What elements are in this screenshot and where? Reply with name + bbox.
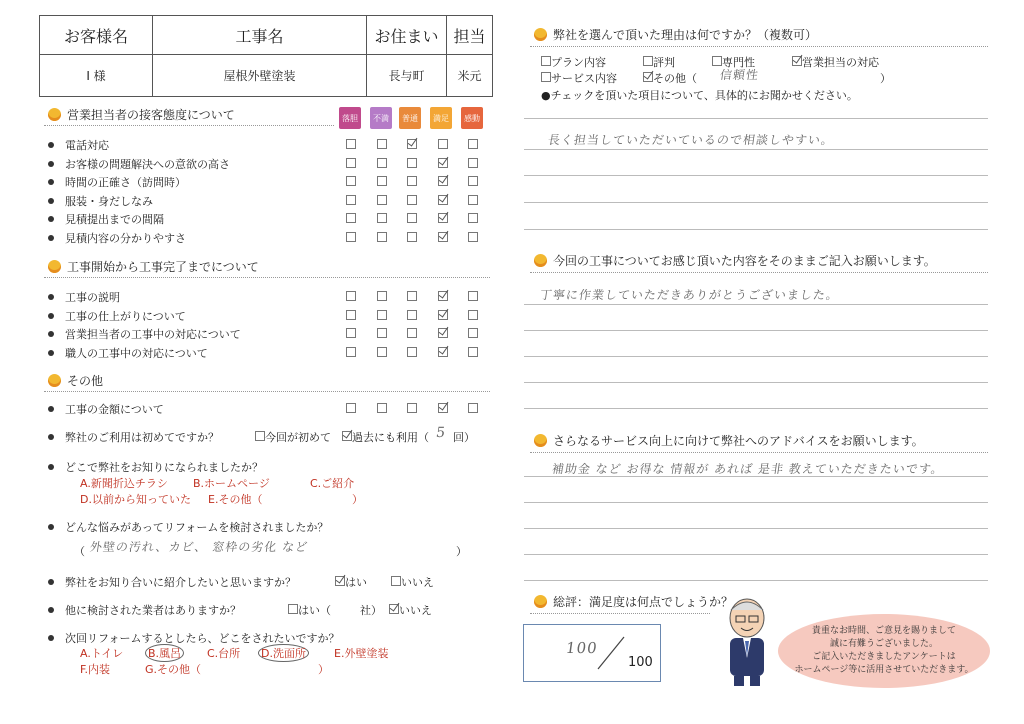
staff-header: 担当 — [453, 26, 486, 46]
work-item-rating-checkbox[interactable] — [468, 310, 478, 320]
question-how-found: どこで弊社をお知りになられましたか？ — [48, 459, 263, 475]
staff-item-row — [48, 211, 164, 227]
staff-value: 米元 — [457, 68, 482, 83]
staff-item-rating-checkbox[interactable] — [407, 176, 417, 186]
use-count-unit: 回） — [453, 431, 475, 444]
work-name-value: 屋根外壁塗装 — [153, 54, 367, 96]
customer-name-header: お客様名 — [40, 16, 153, 54]
bulb-icon — [534, 254, 547, 267]
work-item-label: 営業担当者の工事中の対応について — [65, 328, 241, 341]
rating-label-1: 落胆 — [339, 107, 361, 129]
reason-other-close: ） — [880, 72, 891, 85]
score-section-title: 総評：満足度は何点でしょうか？ — [534, 593, 733, 610]
reason-reputation-checkbox[interactable] — [643, 56, 653, 66]
bulb-icon — [48, 374, 61, 387]
reason-service-label: サービス内容 — [551, 72, 617, 85]
price-item-rating-checkbox[interactable] — [407, 403, 417, 413]
staff-item-row — [48, 174, 186, 190]
address-value: 長与町 — [367, 54, 447, 96]
staff-item-rating-checkbox[interactable] — [438, 213, 448, 223]
question-first-use: 弊社のご利用は初めてですか？ — [48, 429, 219, 445]
staff-item-rating-checkbox[interactable] — [377, 232, 387, 242]
work-item-rating-checkbox[interactable] — [407, 328, 417, 338]
reason-service-checkbox[interactable] — [541, 72, 551, 82]
score-box — [523, 624, 661, 682]
recommend-yes-label: はい — [345, 576, 367, 589]
work-item-rating-checkbox[interactable] — [468, 328, 478, 338]
rating-label-5: 感動 — [461, 107, 483, 129]
customer-name-value: I 様 — [40, 54, 153, 96]
staff-item-rating-checkbox[interactable] — [407, 139, 417, 149]
work-item-rating-checkbox[interactable] — [468, 347, 478, 357]
other-vendors-no-label: いいえ — [399, 604, 432, 617]
rating-label-3: 普通 — [399, 107, 421, 129]
staff-item-rating-checkbox[interactable] — [377, 139, 387, 149]
staff-item-row — [48, 230, 186, 246]
staff-item-label: 電話対応 — [65, 139, 109, 152]
score-max: 100 — [628, 655, 653, 670]
reason-sales-label: 営業担当の対応 — [802, 56, 879, 69]
work-name-header: 工事名 — [153, 16, 367, 54]
other-section-title: その他 — [48, 372, 103, 389]
staff-item-rating-checkbox[interactable] — [468, 139, 478, 149]
score-slash — [596, 635, 626, 671]
returning-checkbox[interactable] — [342, 431, 352, 441]
next-option-c[interactable]: C.台所 — [207, 647, 241, 660]
found-option-b[interactable]: B.ホームページ — [193, 477, 270, 490]
reform-reason-close: ） — [456, 545, 467, 558]
reason-other-answer: 信頼性 — [718, 68, 760, 82]
found-option-a[interactable]: A.新聞折込チラシ — [80, 477, 168, 490]
staff-item-rating-checkbox[interactable] — [346, 158, 356, 168]
price-item-rating-checkbox[interactable] — [438, 403, 448, 413]
first-time-checkbox[interactable] — [255, 431, 265, 441]
next-option-g[interactable]: G.その他（ — [145, 663, 202, 676]
bulb-icon — [534, 434, 547, 447]
work-item-rating-checkbox[interactable] — [377, 347, 387, 357]
recommend-no-label: いいえ — [401, 576, 434, 589]
price-item-label: 工事の金額について — [65, 403, 164, 416]
reason-section-title: 弊社を選んで頂いた理由は何ですか？（複数可） — [534, 26, 817, 43]
staff-item-rating-checkbox[interactable] — [377, 176, 387, 186]
work-item-label: 工事の説明 — [65, 291, 120, 304]
work-item-rating-checkbox[interactable] — [377, 291, 387, 301]
address-header: お住まい — [367, 16, 447, 54]
staff-item-rating-checkbox[interactable] — [438, 195, 448, 205]
reform-reason-answer: 外壁の汚れ、カビ、 窓枠の劣化 など — [88, 540, 310, 554]
work-item-label: 工事の仕上がりについて — [65, 309, 186, 323]
use-count-value: 5 — [434, 425, 448, 441]
work-item-label: 職人の工事中の対応について — [65, 346, 208, 360]
work-item-rating-checkbox[interactable] — [407, 310, 417, 320]
staff-item-rating-checkbox[interactable] — [346, 232, 356, 242]
question-other-vendors: 他に検討された業者はありますか？ — [48, 602, 241, 618]
staff-item-row — [48, 193, 153, 209]
staff-item-label: 時間の正確さ（訪問時） — [65, 176, 186, 189]
found-option-c[interactable]: C.ご紹介 — [310, 477, 355, 490]
advice-section-title: さらなるサービス向上に向けて弊社へのアドバイスをお願いします。 — [534, 432, 924, 449]
rating-label-2: 不満 — [370, 107, 392, 129]
found-option-e[interactable]: E.その他（ — [208, 493, 263, 506]
next-option-a[interactable]: A.トイレ — [80, 647, 124, 660]
found-option-d[interactable]: D.以前から知っていた — [80, 493, 191, 506]
work-section-title: 工事開始から工事完了までについて — [48, 258, 259, 275]
staff-item-rating-checkbox[interactable] — [407, 158, 417, 168]
staff-item-rating-checkbox[interactable] — [468, 232, 478, 242]
staff-item-rating-checkbox[interactable] — [468, 213, 478, 223]
reform-reason-open: （ — [74, 545, 85, 558]
staff-item-rating-checkbox[interactable] — [438, 232, 448, 242]
recommend-no-checkbox[interactable] — [391, 576, 401, 586]
work-item-rating-checkbox[interactable] — [407, 291, 417, 301]
reason-sales-checkbox[interactable] — [792, 56, 802, 66]
question-next-reform: 次回リフォームするとしたら、どこをされたいですか？ — [48, 630, 339, 646]
work-item-row — [48, 326, 241, 342]
price-item-row — [48, 401, 164, 417]
staff-item-rating-checkbox[interactable] — [377, 195, 387, 205]
staff-item-rating-checkbox[interactable] — [346, 139, 356, 149]
staff-item-rating-checkbox[interactable] — [438, 158, 448, 168]
staff-item-rating-checkbox[interactable] — [346, 213, 356, 223]
reason-detail-answer: 長く担当していただいているので相談しやすい。 — [546, 133, 835, 147]
price-item-rating-checkbox[interactable] — [346, 403, 356, 413]
reason-reputation-label: 評判 — [653, 56, 675, 69]
reason-plan-label: プラン内容 — [551, 56, 606, 69]
work-item-rating-checkbox[interactable] — [468, 291, 478, 301]
work-item-row — [48, 308, 186, 324]
question-recommend: 弊社をお知り合いに紹介したいと思いますか？ — [48, 574, 296, 590]
reason-plan-checkbox[interactable] — [541, 56, 551, 66]
next-option-d[interactable]: D.洗面所 — [258, 644, 309, 662]
other-vendors-yes-label: はい（ — [298, 604, 331, 617]
staff-item-rating-checkbox[interactable] — [377, 213, 387, 223]
work-item-rating-checkbox[interactable] — [346, 291, 356, 301]
staff-item-rating-checkbox[interactable] — [377, 158, 387, 168]
work-item-rating-checkbox[interactable] — [346, 328, 356, 338]
reason-note: ●チェックを頂いた項目について、具体的にお聞かせください。 — [541, 89, 858, 102]
staff-item-row — [48, 156, 230, 172]
rating-label-4: 満足 — [430, 107, 452, 129]
staff-section-title: 営業担当者の接客態度について — [48, 106, 235, 123]
staff-item-label: お客様の問題解決への意欲の高さ — [65, 157, 230, 171]
work-item-row — [48, 289, 120, 305]
next-option-e[interactable]: E.外壁塗装 — [334, 647, 389, 660]
thank-you-bubble: 貴重なお時間、ご意見を賜りまして 誠に有難うございました。 ご記入いただきましたアンケートは ホームページ等に活用させていただきます。 — [778, 614, 990, 688]
staff-item-rating-checkbox[interactable] — [407, 195, 417, 205]
staff-item-rating-checkbox[interactable] — [468, 176, 478, 186]
staff-item-label: 服装・身だしなみ — [65, 194, 153, 208]
staff-item-rating-checkbox[interactable] — [438, 139, 448, 149]
next-option-close: ） — [318, 663, 329, 676]
staff-item-label: 見積提出までの間隔 — [65, 213, 164, 226]
staff-mascot-icon — [716, 598, 778, 688]
staff-item-rating-checkbox[interactable] — [468, 195, 478, 205]
work-item-row — [48, 345, 208, 361]
work-item-rating-checkbox[interactable] — [438, 347, 448, 357]
score-value: 100 — [564, 639, 599, 657]
other-vendors-count-unit: 社） — [360, 604, 382, 617]
staff-item-rating-checkbox[interactable] — [346, 195, 356, 205]
work-item-rating-checkbox[interactable] — [346, 310, 356, 320]
work-item-rating-checkbox[interactable] — [407, 347, 417, 357]
staff-item-rating-checkbox[interactable] — [468, 158, 478, 168]
customer-info-table — [39, 15, 493, 97]
impression-section-title: 今回の工事についてお感じ頂いた内容をそのままご記入お願いします。 — [534, 252, 936, 269]
staff-item-rating-checkbox[interactable] — [346, 176, 356, 186]
work-item-rating-checkbox[interactable] — [377, 310, 387, 320]
work-item-rating-checkbox[interactable] — [438, 291, 448, 301]
reason-expertise-checkbox[interactable] — [712, 56, 722, 66]
found-option-close: ） — [352, 493, 363, 506]
other-vendors-yes-checkbox[interactable] — [288, 604, 298, 614]
impression-answer: 丁寧に作業していただきありがとうございました。 — [538, 288, 840, 302]
price-item-rating-checkbox[interactable] — [468, 403, 478, 413]
work-item-rating-checkbox[interactable] — [438, 328, 448, 338]
bulb-icon — [534, 595, 547, 608]
next-option-b[interactable]: B.風呂 — [145, 644, 184, 662]
reason-other-label: その他（ — [653, 72, 697, 85]
next-option-f[interactable]: F.内装 — [80, 663, 111, 676]
bulb-icon — [48, 260, 61, 273]
question-reason-for-reform: どんな悩みがあってリフォームを検討されましたか？ — [48, 519, 328, 535]
other-vendors-no-checkbox[interactable] — [389, 604, 399, 614]
first-time-label: 今回が初めて — [265, 431, 331, 444]
advice-answer: 補助金 など お得な 情報が あれば 是非 教えていただきたいです。 — [550, 462, 945, 476]
staff-item-rating-checkbox[interactable] — [407, 232, 417, 242]
work-item-rating-checkbox[interactable] — [346, 347, 356, 357]
recommend-yes-checkbox[interactable] — [335, 576, 345, 586]
work-item-rating-checkbox[interactable] — [438, 310, 448, 320]
returning-label: 過去にも利用（ — [352, 431, 429, 444]
bulb-icon — [48, 108, 61, 121]
bulb-icon — [534, 28, 547, 41]
staff-item-row — [48, 137, 109, 153]
work-item-rating-checkbox[interactable] — [377, 328, 387, 338]
reason-other-checkbox[interactable] — [643, 72, 653, 82]
price-item-rating-checkbox[interactable] — [377, 403, 387, 413]
staff-item-rating-checkbox[interactable] — [438, 176, 448, 186]
staff-item-label: 見積内容の分かりやすさ — [65, 231, 186, 245]
staff-item-rating-checkbox[interactable] — [407, 213, 417, 223]
reason-expertise-label: 専門性 — [722, 56, 755, 69]
